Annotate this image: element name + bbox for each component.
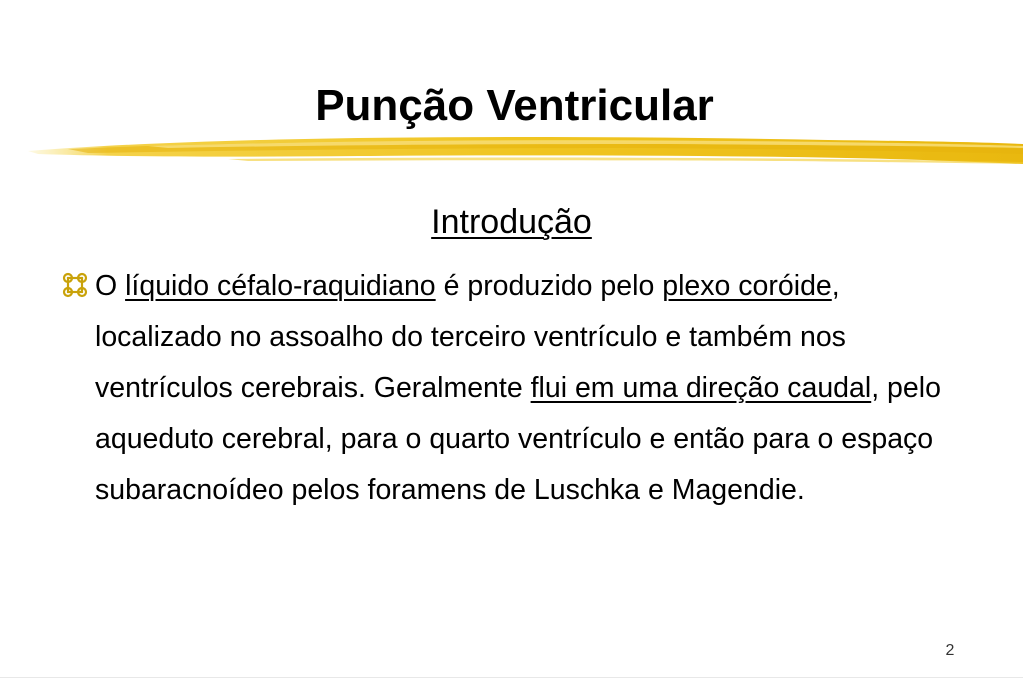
section-subtitle: Introdução	[431, 203, 592, 241]
text-run: é produzido pelo	[435, 270, 663, 302]
term-plexo-coroide: plexo coróide	[662, 270, 832, 302]
slide-title: Punção Ventricular	[315, 81, 714, 130]
term-flui-direcao-caudal: flui em uma direção caudal	[530, 372, 872, 404]
command-key-icon	[60, 270, 90, 300]
text-run: , localizado no assoalho do terceiro ventrículo e também nos ventrículos cerebrais. Geralmente	[95, 270, 846, 404]
bullet-item	[60, 261, 960, 516]
term-liquido-cefalo-raquidiano: líquido céfalo-raquidiano	[125, 270, 436, 302]
bottom-divider	[0, 677, 1023, 678]
text-run: , pelo aqueduto cerebral, para o quarto ventrículo e então para o espaço subaracnoídeo pelos foramens de Luschka e Magendie.	[95, 372, 941, 506]
page-number: 2	[945, 642, 955, 659]
bullet-paragraph	[95, 261, 960, 516]
text-run: O	[95, 270, 126, 302]
